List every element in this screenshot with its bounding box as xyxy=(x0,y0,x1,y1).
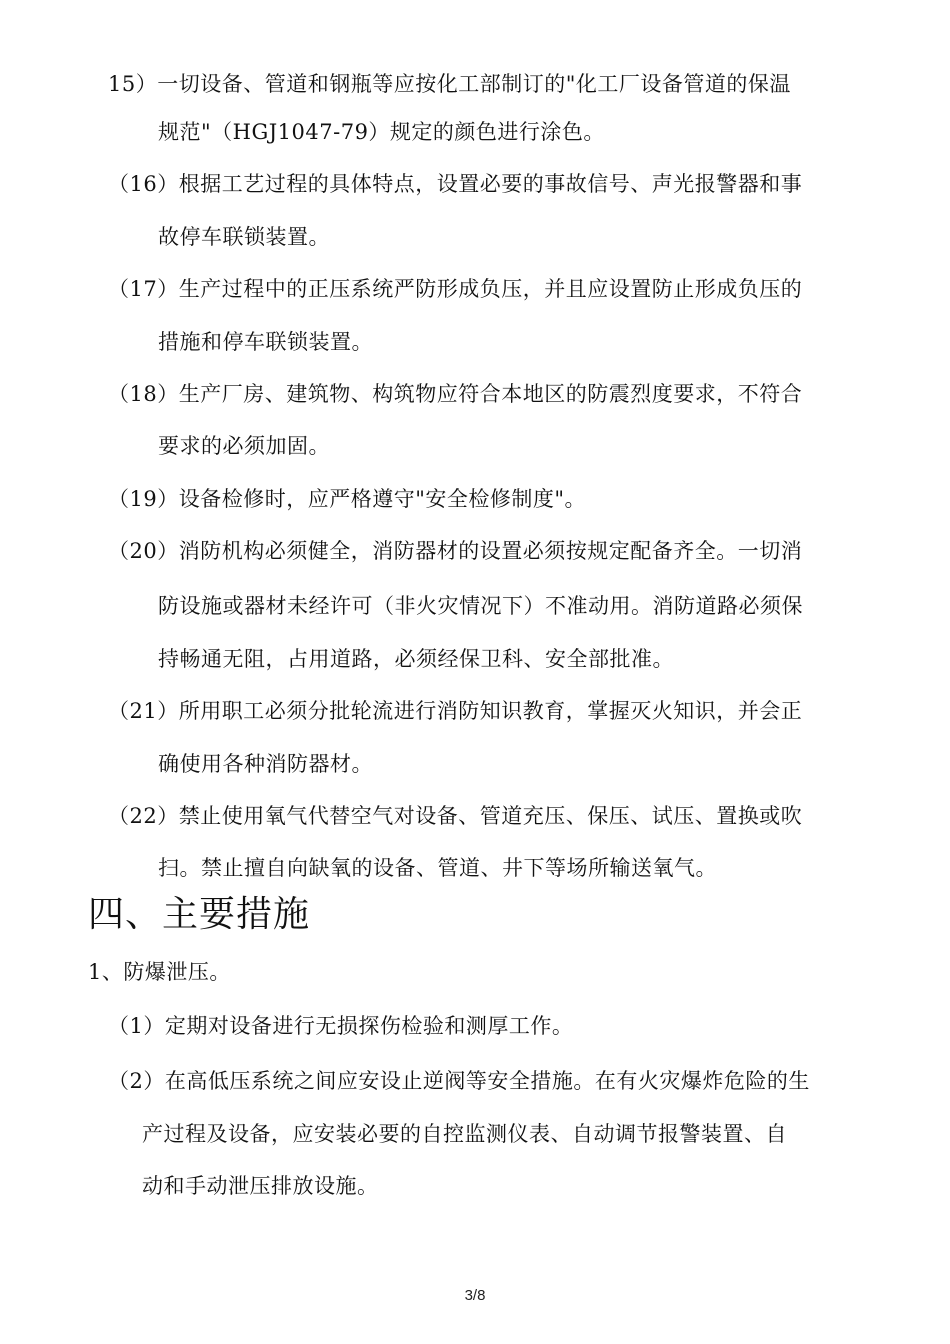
page-number: 3/8 xyxy=(464,1287,486,1304)
measure-2-line-1: （2）在高低压系统之间应安设止逆阀等安全措施。在有火灾爆炸危险的生 xyxy=(108,1069,810,1093)
item-16-line-2: 故停车联锁装置。 xyxy=(158,225,330,249)
item-15-line-2: 规范"（HGJ1047-79）规定的颜色进行涂色。 xyxy=(158,120,605,144)
subsection-title: 1、防爆泄压。 xyxy=(88,960,231,984)
item-17-line-1: （17）生产过程中的正压系统严防形成负压，并且应设置防止形成负压的 xyxy=(108,277,803,301)
item-21-line-2: 确使用各种消防器材。 xyxy=(158,752,373,776)
item-20-line-3: 持畅通无阻，占用道路，必须经保卫科、安全部批准。 xyxy=(158,647,674,671)
item-18-line-1: （18）生产厂房、建筑物、构筑物应符合本地区的防震烈度要求，不符合 xyxy=(108,382,803,406)
item-17-line-2: 措施和停车联锁装置。 xyxy=(158,330,373,354)
measure-1-line-1: （1）定期对设备进行无损探伤检验和测厚工作。 xyxy=(108,1014,574,1038)
measure-2-line-3: 动和手动泄压排放设施。 xyxy=(142,1174,379,1198)
item-20-line-1: （20）消防机构必须健全，消防器材的设置必须按规定配备齐全。一切消 xyxy=(108,539,803,563)
item-19-line-1: （19）设备检修时，应严格遵守"安全检修制度"。 xyxy=(108,487,587,511)
item-22-line-2: 扫。禁止擅自向缺氧的设备、管道、井下等场所输送氧气。 xyxy=(158,856,717,880)
item-22-line-1: （22）禁止使用氧气代替空气对设备、管道充压、保压、试压、置换或吹 xyxy=(108,804,803,828)
item-16-line-1: （16）根据工艺过程的具体特点，设置必要的事故信号、声光报警器和事 xyxy=(108,172,803,196)
item-21-line-1: （21）所用职工必须分批轮流进行消防知识教育，掌握灭火知识，并会正 xyxy=(108,699,803,723)
measure-2-line-2: 产过程及设备，应安装必要的自控监测仪表、自动调节报警装置、自 xyxy=(142,1122,787,1146)
item-15-line-1: 15）一切设备、管道和钢瓶等应按化工部制订的"化工厂设备管道的保温 xyxy=(108,72,791,96)
section-heading: 四、主要措施 xyxy=(88,894,311,935)
item-18-line-2: 要求的必须加固。 xyxy=(158,434,330,458)
item-20-line-2: 防设施或器材未经许可（非火灾情况下）不准动用。消防道路必须保 xyxy=(158,594,803,618)
